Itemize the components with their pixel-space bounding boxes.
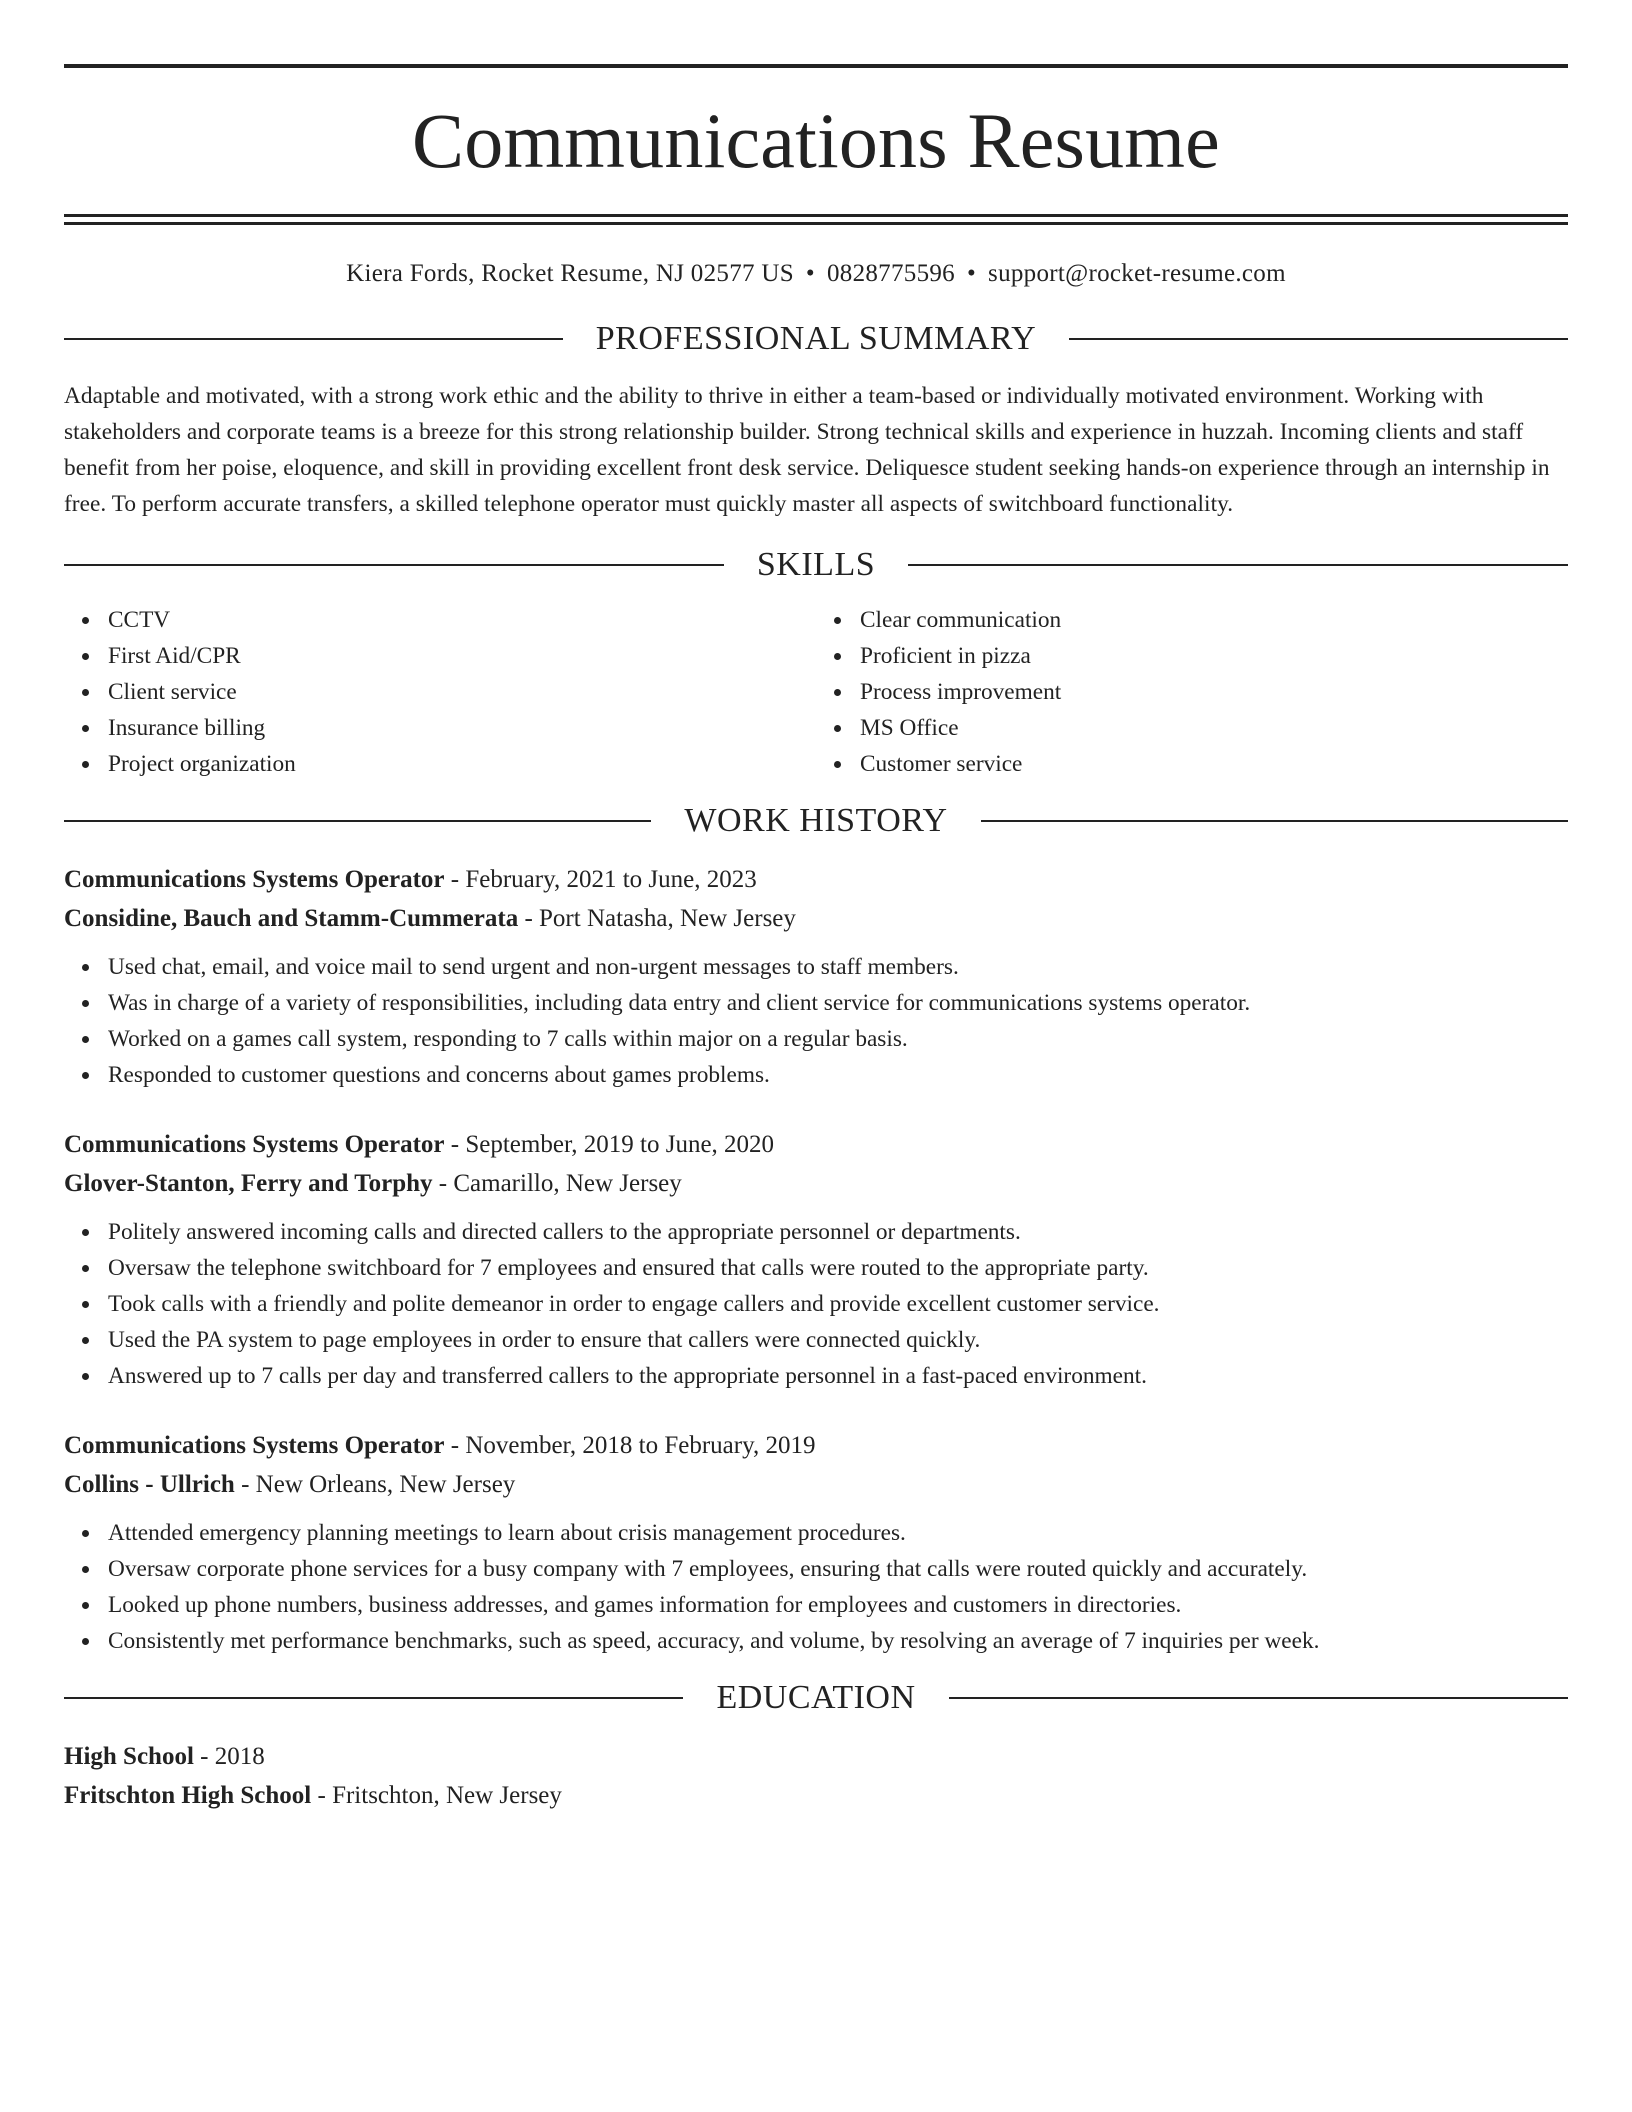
job-location: - Camarillo, New Jersey <box>432 1170 682 1197</box>
contact-separator: • <box>805 260 815 287</box>
job-entry <box>64 1125 1568 1394</box>
job-title: Communications Systems Operator <box>64 1131 445 1158</box>
heading-rule-right <box>981 820 1568 822</box>
skill-item: Clear communication <box>860 602 1568 638</box>
job-duties <box>64 1515 1568 1659</box>
job-company-line <box>64 1164 1568 1203</box>
job-title-line <box>64 860 1568 899</box>
summary-text: Adaptable and motivated, with a strong work ethic and the ability to thrive in either a team-based or individually motivated environment. Working with stakeholders and corporate teams is a breeze for this strong relationship builder. Strong technical skills and experience in huzzah. Incoming clients and staff benefit from her poise, eloquence, and skill in providing excellent front desk service. Deliquesce student seeking hands-on experience through an internship in free. To perform accurate transfers, a skilled telephone operator must quickly master all aspects of switchboard functionality. <box>64 383 1550 517</box>
job-title-line <box>64 1426 1568 1465</box>
skill-item: MS Office <box>860 710 1568 746</box>
job-dates: - November, 2018 to February, 2019 <box>444 1432 816 1459</box>
education-year: - 2018 <box>193 1743 265 1770</box>
heading-rule-left <box>64 820 651 822</box>
work-heading-label: WORK HISTORY <box>684 802 948 839</box>
job-entry <box>64 860 1568 1093</box>
contact-email: support@rocket-resume.com <box>988 260 1286 287</box>
heading-rule-right <box>1069 338 1568 340</box>
summary-heading-label: PROFESSIONAL SUMMARY <box>595 320 1037 357</box>
job-title-line <box>64 1125 1568 1164</box>
job-company: Glover-Stanton, Ferry and Torphy <box>64 1170 433 1197</box>
job-duty: Oversaw the telephone switchboard for 7 employees and ensured that calls were routed to the appropriate party. <box>108 1250 1568 1286</box>
job-duty: Worked on a games call system, responding to 7 calls within major on a regular basis. <box>108 1021 1568 1057</box>
job-location: - Port Natasha, New Jersey <box>518 905 796 932</box>
job-dates: - September, 2019 to June, 2020 <box>444 1131 775 1158</box>
job-company: Considine, Bauch and Stamm-Cummerata <box>64 905 519 932</box>
job-duty: Politely answered incoming calls and directed callers to the appropriate personnel or departments. <box>108 1214 1568 1250</box>
skills-list <box>64 602 1568 782</box>
heading-rule-left <box>64 564 724 566</box>
contact-separator: • <box>966 260 977 287</box>
job-duty: Consistently met performance benchmarks, such as speed, accuracy, and volume, by resolving an average of 7 inquiries per week. <box>108 1623 1568 1659</box>
resume-title: Communications Resume <box>412 97 1220 184</box>
skill-item: Process improvement <box>860 674 1568 710</box>
job-duty: Took calls with a friendly and polite demeanor in order to engage callers and provide excellent customer service. <box>108 1286 1568 1322</box>
job-title: Communications Systems Operator <box>64 866 445 893</box>
skill-item: Insurance billing <box>108 710 816 746</box>
work-section-heading <box>64 804 1568 838</box>
job-duty: Looked up phone numbers, business addresses, and games information for employees and customers in directories. <box>108 1587 1568 1623</box>
skill-item: CCTV <box>108 602 816 638</box>
job-duties <box>64 949 1568 1093</box>
job-dates: - February, 2021 to June, 2023 <box>444 866 757 893</box>
job-duty: Responded to customer questions and concerns about games problems. <box>108 1057 1568 1093</box>
job-duty: Was in charge of a variety of responsibilities, including data entry and client service for communications systems operator. <box>108 985 1568 1021</box>
job-location: - New Orleans, New Jersey <box>234 1471 516 1498</box>
education-school: Fritschton High School <box>64 1782 312 1809</box>
job-duty: Used the PA system to page employees in order to ensure that callers were connected quickly. <box>108 1322 1568 1358</box>
education-degree-line <box>64 1737 1568 1776</box>
heading-rule-left <box>64 1697 683 1699</box>
job-duty: Used chat, email, and voice mail to send urgent and non-urgent messages to staff members. <box>108 949 1568 985</box>
job-duty: Attended emergency planning meetings to learn about crisis management procedures. <box>108 1515 1568 1551</box>
education-entry <box>64 1737 1568 1815</box>
skills-column-right <box>816 602 1568 782</box>
skill-item: First Aid/CPR <box>108 638 816 674</box>
skills-column-left <box>64 602 816 782</box>
skills-heading-label: SKILLS <box>756 546 876 583</box>
education-school-line <box>64 1776 1568 1815</box>
education-section-heading <box>64 1681 1568 1715</box>
skills-section-heading <box>64 548 1568 582</box>
job-duty: Answered up to 7 calls per day and transferred callers to the appropriate personnel in a fast-paced environment. <box>108 1358 1568 1394</box>
skill-item: Customer service <box>860 746 1568 782</box>
job-company: Collins - Ullrich <box>64 1471 235 1498</box>
job-duty: Oversaw corporate phone services for a busy company with 7 employees, ensuring that calls were routed quickly and accurately. <box>108 1551 1568 1587</box>
title-double-rule <box>64 214 1568 225</box>
top-rule <box>64 64 1568 68</box>
job-entry <box>64 1426 1568 1659</box>
skill-item: Project organization <box>108 746 816 782</box>
heading-rule-left <box>64 338 563 340</box>
heading-rule-right <box>949 1697 1568 1699</box>
contact-line <box>64 259 1568 289</box>
contact-address: Kiera Fords, Rocket Resume, NJ 02577 US <box>346 260 794 287</box>
education-heading-label: EDUCATION <box>716 1679 916 1716</box>
job-company-line <box>64 899 1568 938</box>
job-company-line <box>64 1465 1568 1504</box>
contact-phone: 0828775596 <box>826 260 955 287</box>
job-title: Communications Systems Operator <box>64 1432 445 1459</box>
skill-item: Client service <box>108 674 816 710</box>
heading-rule-right <box>908 564 1568 566</box>
education-degree: High School <box>64 1743 194 1770</box>
education-location: - Fritschton, New Jersey <box>311 1782 562 1809</box>
job-duties <box>64 1214 1568 1394</box>
summary-section-heading <box>64 322 1568 356</box>
skill-item: Proficient in pizza <box>860 638 1568 674</box>
